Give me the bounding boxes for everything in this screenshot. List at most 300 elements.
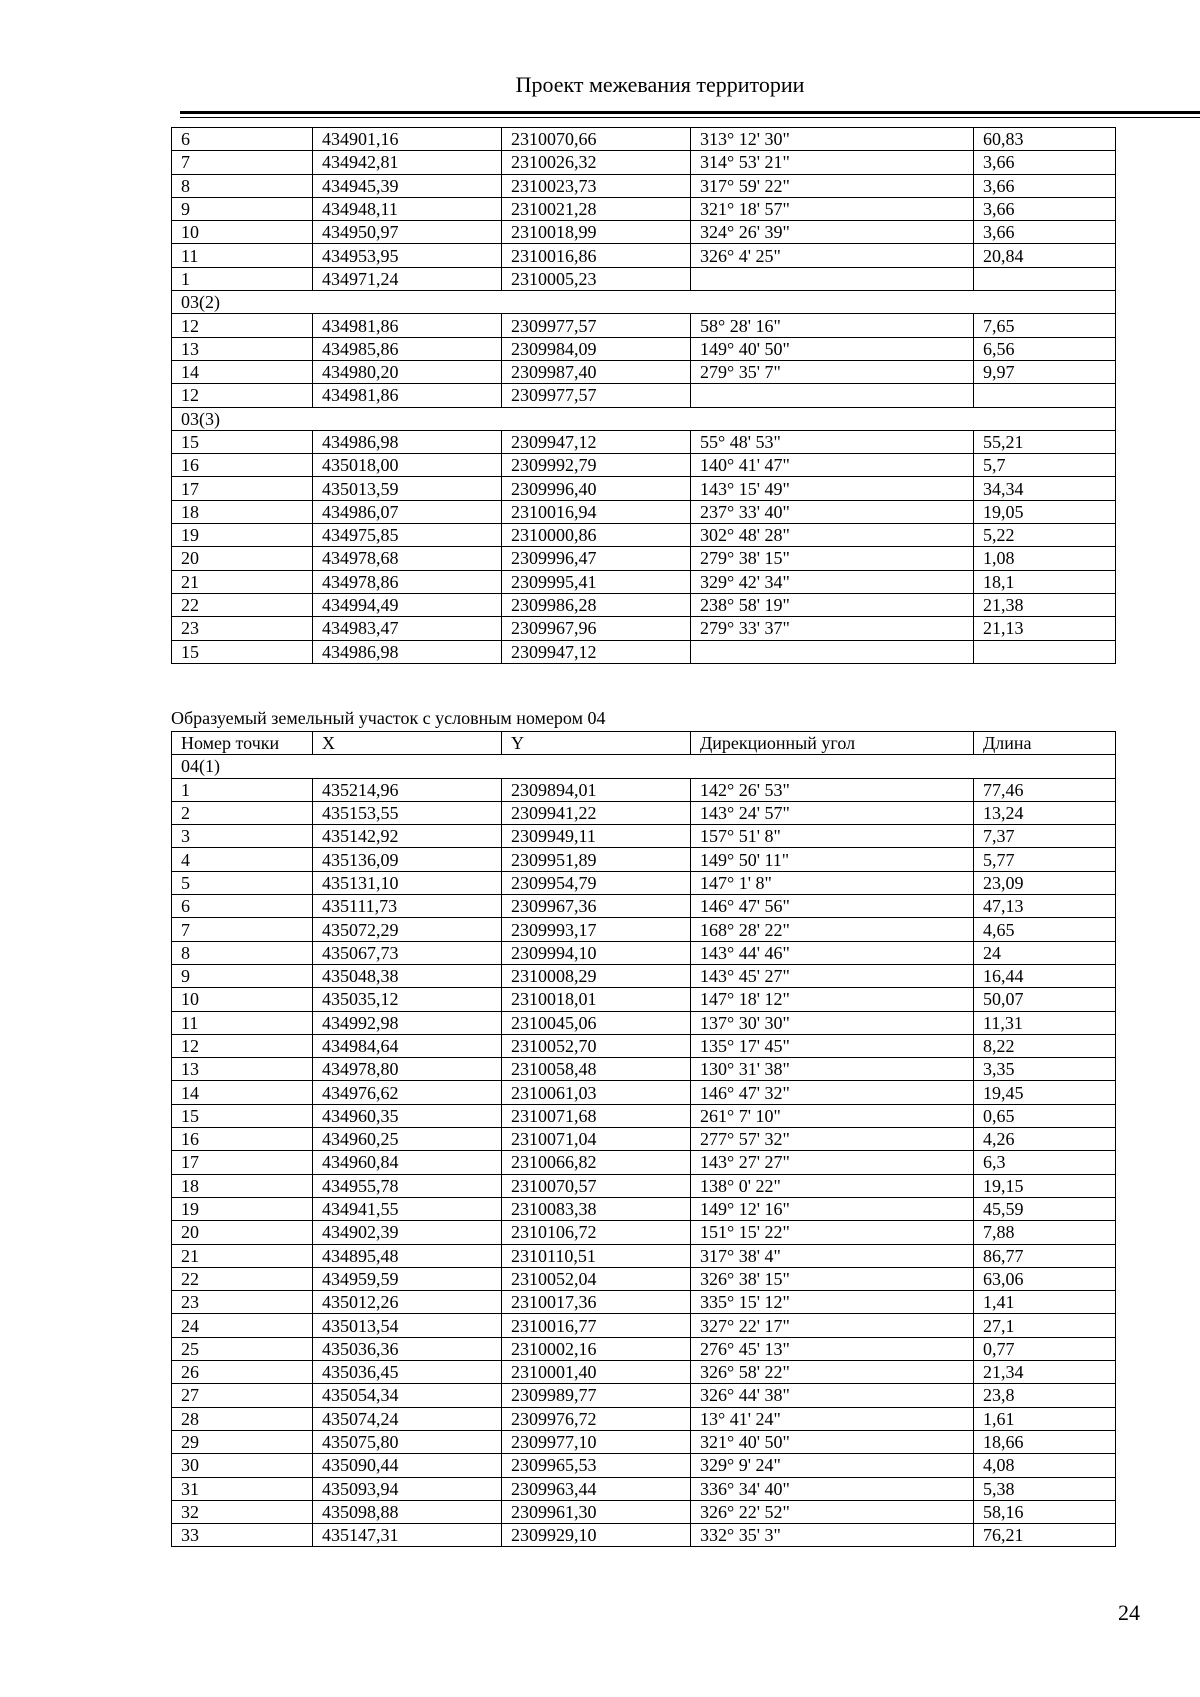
cell-y: 2310000,86 [502,524,691,547]
cell-direction-angle: 329° 42' 34" [691,570,974,593]
cell-point-number: 10 [172,988,313,1011]
cell-x: 435072,29 [313,918,502,941]
cell-y: 2310045,06 [502,1011,691,1034]
cell-length: 9,97 [974,360,1116,383]
cell-point-number: 29 [172,1430,313,1453]
cell-length: 50,07 [974,988,1116,1011]
cell-length: 45,59 [974,1197,1116,1220]
cell-length: 5,7 [974,454,1116,477]
cell-length: 1,61 [974,1407,1116,1430]
cell-y: 2310018,01 [502,988,691,1011]
cell-y: 2309954,79 [502,871,691,894]
table-row [172,1407,1116,1430]
cell-point-number: 30 [172,1454,313,1477]
cell-direction-angle [691,267,974,290]
cell-x: 434945,39 [313,174,502,197]
cell-x: 434971,24 [313,267,502,290]
cell-y: 2310058,48 [502,1058,691,1081]
table-row [172,360,1116,383]
cell-length: 76,21 [974,1524,1116,1547]
table-row [172,1267,1116,1290]
cell-x: 434985,86 [313,337,502,360]
cell-direction-angle: 314° 53' 21" [691,151,974,174]
cell-length: 16,44 [974,964,1116,987]
cell-y: 2310018,99 [502,221,691,244]
cell-length: 58,16 [974,1500,1116,1523]
table-row [172,1174,1116,1197]
cell-direction-angle: 13° 41' 24" [691,1407,974,1430]
cell-point-number: 22 [172,593,313,616]
header-x: X [313,732,502,755]
cell-length: 21,13 [974,617,1116,640]
cell-length: 19,15 [974,1174,1116,1197]
table-row [172,1314,1116,1337]
cell-x: 435036,36 [313,1337,502,1360]
cell-direction-angle: 147° 1' 8" [691,871,974,894]
cell-point-number: 17 [172,1151,313,1174]
cell-length: 4,26 [974,1128,1116,1151]
cell-y: 2310016,77 [502,1314,691,1337]
cell-length: 4,65 [974,918,1116,941]
cell-length: 34,34 [974,477,1116,500]
table-row [172,174,1116,197]
cell-point-number: 2 [172,801,313,824]
cell-y: 2309947,12 [502,640,691,663]
cell-direction-angle: 238° 58' 19" [691,593,974,616]
cell-x: 434978,68 [313,547,502,570]
cell-direction-angle: 55° 48' 53" [691,430,974,453]
cell-x: 435075,80 [313,1430,502,1453]
cell-x: 435111,73 [313,895,502,918]
cell-y: 2309977,10 [502,1430,691,1453]
cell-length: 3,66 [974,221,1116,244]
cell-point-number: 17 [172,477,313,500]
cell-length: 3,66 [974,197,1116,220]
cell-point-number: 28 [172,1407,313,1430]
cell-x: 434980,20 [313,360,502,383]
cell-direction-angle: 317° 59' 22" [691,174,974,197]
table-row [172,1244,1116,1267]
cell-length: 0,77 [974,1337,1116,1360]
cell-point-number: 16 [172,1128,313,1151]
cell-length: 18,66 [974,1430,1116,1453]
cell-point-number: 32 [172,1500,313,1523]
cell-point-number: 11 [172,244,313,267]
cell-y: 2310016,86 [502,244,691,267]
cell-y: 2310070,66 [502,128,691,151]
cell-y: 2310008,29 [502,964,691,987]
cell-length: 6,3 [974,1151,1116,1174]
cell-direction-angle: 279° 33' 37" [691,617,974,640]
table-row [172,1337,1116,1360]
cell-point-number: 15 [172,640,313,663]
cell-x: 434983,47 [313,617,502,640]
cell-point-number: 11 [172,1011,313,1034]
cell-y: 2309929,10 [502,1524,691,1547]
cell-direction-angle: 321° 40' 50" [691,1430,974,1453]
cell-point-number: 14 [172,360,313,383]
cell-direction-angle: 130° 31' 38" [691,1058,974,1081]
cell-point-number: 6 [172,128,313,151]
cell-point-number: 23 [172,617,313,640]
cell-direction-angle: 277° 57' 32" [691,1128,974,1151]
cell-y: 2309996,40 [502,477,691,500]
cell-direction-angle: 168° 28' 22" [691,918,974,941]
table-row [172,128,1116,151]
cell-point-number: 13 [172,1058,313,1081]
cell-direction-angle: 326° 38' 15" [691,1267,974,1290]
header-direction-angle: Дирекционный угол [691,732,974,755]
cell-y: 2310052,70 [502,1034,691,1057]
cell-length: 3,66 [974,174,1116,197]
table-row [172,1081,1116,1104]
cell-length: 60,83 [974,128,1116,151]
cell-length: 63,06 [974,1267,1116,1290]
cell-length: 5,38 [974,1477,1116,1500]
cell-point-number: 13 [172,337,313,360]
cell-point-number: 12 [172,384,313,407]
cell-x: 434986,98 [313,640,502,663]
cell-x: 435074,24 [313,1407,502,1430]
cell-direction-angle: 326° 22' 52" [691,1500,974,1523]
table-row [172,988,1116,1011]
document-header-title: Проект межевания территории [515,72,805,97]
cell-y: 2310071,68 [502,1104,691,1127]
cell-length: 21,38 [974,593,1116,616]
cell-point-number: 8 [172,174,313,197]
cell-point-number: 4 [172,848,313,871]
cell-y: 2310070,57 [502,1174,691,1197]
cell-direction-angle: 313° 12' 30" [691,128,974,151]
cell-length: 1,41 [974,1291,1116,1314]
table-row [172,1128,1116,1151]
table-row [172,244,1116,267]
cell-direction-angle: 143° 15' 49" [691,477,974,500]
cell-point-number: 8 [172,941,313,964]
cell-direction-angle: 327° 22' 17" [691,1314,974,1337]
cell-length: 4,08 [974,1454,1116,1477]
section-label: 03(2) [172,291,1116,314]
table-row [172,547,1116,570]
cell-direction-angle: 143° 24' 57" [691,801,974,824]
cell-x: 434978,80 [313,1058,502,1081]
cell-direction-angle: 335° 15' 12" [691,1291,974,1314]
cell-y: 2309951,89 [502,848,691,871]
coordinates-table-03 [171,127,1116,664]
cell-direction-angle: 302° 48' 28" [691,524,974,547]
cell-x: 435147,31 [313,1524,502,1547]
table-row [172,918,1116,941]
section-label: 03(3) [172,407,1116,430]
cell-point-number: 6 [172,895,313,918]
table-row [172,778,1116,801]
cell-y: 2310017,36 [502,1291,691,1314]
cell-y: 2310052,04 [502,1267,691,1290]
cell-point-number: 5 [172,871,313,894]
table-row [172,1361,1116,1384]
cell-x: 435048,38 [313,964,502,987]
cell-x: 435131,10 [313,871,502,894]
cell-point-number: 21 [172,1244,313,1267]
table-row [172,1477,1116,1500]
cell-y: 2309947,12 [502,430,691,453]
cell-direction-angle: 329° 9' 24" [691,1454,974,1477]
table-row [172,848,1116,871]
section-row [172,291,1116,314]
cell-point-number: 25 [172,1337,313,1360]
cell-direction-angle: 146° 47' 32" [691,1081,974,1104]
cell-x: 434960,25 [313,1128,502,1151]
table-row [172,430,1116,453]
header-rule-thick [180,111,1200,114]
cell-length: 1,08 [974,547,1116,570]
cell-direction-angle: 261° 7' 10" [691,1104,974,1127]
cell-direction-angle: 142° 26' 53" [691,778,974,801]
cell-y: 2310110,51 [502,1244,691,1267]
cell-point-number: 20 [172,1221,313,1244]
cell-point-number: 15 [172,430,313,453]
table-row [172,593,1116,616]
cell-point-number: 27 [172,1384,313,1407]
cell-y: 2309989,77 [502,1384,691,1407]
cell-point-number: 20 [172,547,313,570]
cell-y: 2309976,72 [502,1407,691,1430]
cell-direction-angle: 146° 47' 56" [691,895,974,918]
header-y: Y [502,732,691,755]
table-row [172,1291,1116,1314]
cell-x: 435012,26 [313,1291,502,1314]
cell-x: 434986,07 [313,500,502,523]
cell-y: 2309992,79 [502,454,691,477]
section-caption-04: Образуемый земельный участок с условным номером 04 [171,708,606,728]
cell-direction-angle: 138° 0' 22" [691,1174,974,1197]
cell-direction-angle: 149° 50' 11" [691,848,974,871]
cell-y: 2309977,57 [502,384,691,407]
cell-y: 2310083,38 [502,1197,691,1220]
cell-length: 19,45 [974,1081,1116,1104]
cell-point-number: 12 [172,1034,313,1057]
cell-x: 435098,88 [313,1500,502,1523]
cell-y: 2310026,32 [502,151,691,174]
cell-x: 435093,94 [313,1477,502,1500]
cell-point-number: 10 [172,221,313,244]
cell-y: 2309984,09 [502,337,691,360]
cell-x: 435142,92 [313,825,502,848]
table-row [172,1430,1116,1453]
cell-y: 2309994,10 [502,941,691,964]
cell-point-number: 9 [172,964,313,987]
cell-direction-angle: 135° 17' 45" [691,1034,974,1057]
table-row [172,1011,1116,1034]
cell-direction-angle: 279° 35' 7" [691,360,974,383]
cell-point-number: 3 [172,825,313,848]
page-number: 24 [1118,1600,1140,1625]
cell-direction-angle: 140° 41' 47" [691,454,974,477]
cell-length: 23,09 [974,871,1116,894]
cell-y: 2309961,30 [502,1500,691,1523]
cell-x: 434992,98 [313,1011,502,1034]
cell-y: 2310016,94 [502,500,691,523]
cell-x: 434984,64 [313,1034,502,1057]
table-row [172,1104,1116,1127]
cell-y: 2309986,28 [502,593,691,616]
table-row [172,570,1116,593]
cell-x: 434975,85 [313,524,502,547]
cell-x: 435136,09 [313,848,502,871]
cell-y: 2309967,96 [502,617,691,640]
cell-point-number: 23 [172,1291,313,1314]
cell-direction-angle: 317° 38' 4" [691,1244,974,1267]
table-row [172,1384,1116,1407]
cell-y: 2309996,47 [502,547,691,570]
table-row [172,1500,1116,1523]
cell-y: 2310001,40 [502,1361,691,1384]
cell-x: 434948,11 [313,197,502,220]
cell-x: 435054,34 [313,1384,502,1407]
header-length: Длина [974,732,1116,755]
cell-y: 2310002,16 [502,1337,691,1360]
cell-point-number: 16 [172,454,313,477]
table-row [172,964,1116,987]
cell-y: 2309965,53 [502,1454,691,1477]
cell-direction-angle: 332° 35' 3" [691,1524,974,1547]
header-rule-thin [180,117,1200,118]
cell-point-number: 1 [172,267,313,290]
cell-x: 434950,97 [313,221,502,244]
table-row [172,1454,1116,1477]
cell-direction-angle: 336° 34' 40" [691,1477,974,1500]
header-point-number: Номер точки [172,732,313,755]
cell-length: 13,24 [974,801,1116,824]
cell-direction-angle: 149° 12' 16" [691,1197,974,1220]
cell-point-number: 21 [172,570,313,593]
cell-length: 8,22 [974,1034,1116,1057]
cell-x: 435036,45 [313,1361,502,1384]
cell-direction-angle: 326° 44' 38" [691,1384,974,1407]
cell-direction-angle: 137° 30' 30" [691,1011,974,1034]
cell-length: 23,8 [974,1384,1116,1407]
table-row [172,500,1116,523]
table-row [172,1197,1116,1220]
table-row [172,454,1116,477]
cell-length: 18,1 [974,570,1116,593]
cell-direction-angle: 326° 4' 25" [691,244,974,267]
table-row [172,384,1116,407]
cell-point-number: 19 [172,1197,313,1220]
cell-length: 24 [974,941,1116,964]
cell-y: 2309949,11 [502,825,691,848]
cell-x: 434959,59 [313,1267,502,1290]
cell-point-number: 14 [172,1081,313,1104]
cell-direction-angle: 58° 28' 16" [691,314,974,337]
cell-direction-angle [691,384,974,407]
cell-y: 2309977,57 [502,314,691,337]
cell-length: 3,66 [974,151,1116,174]
cell-y: 2309894,01 [502,778,691,801]
cell-x: 435153,55 [313,801,502,824]
cell-length: 7,65 [974,314,1116,337]
cell-y: 2310106,72 [502,1221,691,1244]
cell-length: 86,77 [974,1244,1116,1267]
cell-y: 2310021,28 [502,197,691,220]
cell-direction-angle [691,640,974,663]
table-row [172,314,1116,337]
table-row [172,871,1116,894]
cell-length: 7,37 [974,825,1116,848]
cell-x: 435090,44 [313,1454,502,1477]
cell-x: 435035,12 [313,988,502,1011]
cell-y: 2309941,22 [502,801,691,824]
cell-x: 434953,95 [313,244,502,267]
cell-y: 2310071,04 [502,1128,691,1151]
section-row [172,407,1116,430]
cell-length: 6,56 [974,337,1116,360]
cell-y: 2309995,41 [502,570,691,593]
cell-length: 5,77 [974,848,1116,871]
cell-length: 21,34 [974,1361,1116,1384]
cell-y: 2309963,44 [502,1477,691,1500]
cell-x: 434960,84 [313,1151,502,1174]
cell-x: 434895,48 [313,1244,502,1267]
cell-x: 434981,86 [313,384,502,407]
cell-direction-angle: 147° 18' 12" [691,988,974,1011]
cell-length: 47,13 [974,895,1116,918]
table-row [172,617,1116,640]
cell-x: 434901,16 [313,128,502,151]
cell-point-number: 1 [172,778,313,801]
cell-y: 2309987,40 [502,360,691,383]
cell-direction-angle: 321° 18' 57" [691,197,974,220]
table-row [172,895,1116,918]
cell-direction-angle: 279° 38' 15" [691,547,974,570]
cell-x: 435013,59 [313,477,502,500]
cell-point-number: 7 [172,918,313,941]
cell-x: 435013,54 [313,1314,502,1337]
cell-length: 20,84 [974,244,1116,267]
cell-x: 435214,96 [313,778,502,801]
table-row [172,1221,1116,1244]
table-header-row [172,732,1116,755]
cell-x: 434902,39 [313,1221,502,1244]
cell-length: 27,1 [974,1314,1116,1337]
cell-point-number: 9 [172,197,313,220]
cell-point-number: 24 [172,1314,313,1337]
cell-length [974,267,1116,290]
table-row [172,151,1116,174]
table-row [172,477,1116,500]
cell-length: 77,46 [974,778,1116,801]
cell-y: 2310005,23 [502,267,691,290]
cell-point-number: 15 [172,1104,313,1127]
cell-length: 3,35 [974,1058,1116,1081]
cell-point-number: 18 [172,500,313,523]
table-row [172,825,1116,848]
table-row [172,1151,1116,1174]
table-row [172,1034,1116,1057]
cell-direction-angle: 326° 58' 22" [691,1361,974,1384]
cell-x: 434960,35 [313,1104,502,1127]
cell-point-number: 7 [172,151,313,174]
cell-direction-angle: 149° 40' 50" [691,337,974,360]
cell-direction-angle: 143° 44' 46" [691,941,974,964]
cell-y: 2310066,82 [502,1151,691,1174]
cell-point-number: 18 [172,1174,313,1197]
cell-y: 2309967,36 [502,895,691,918]
table-row [172,267,1116,290]
cell-direction-angle: 324° 26' 39" [691,221,974,244]
cell-x: 434986,98 [313,430,502,453]
cell-length: 19,05 [974,500,1116,523]
